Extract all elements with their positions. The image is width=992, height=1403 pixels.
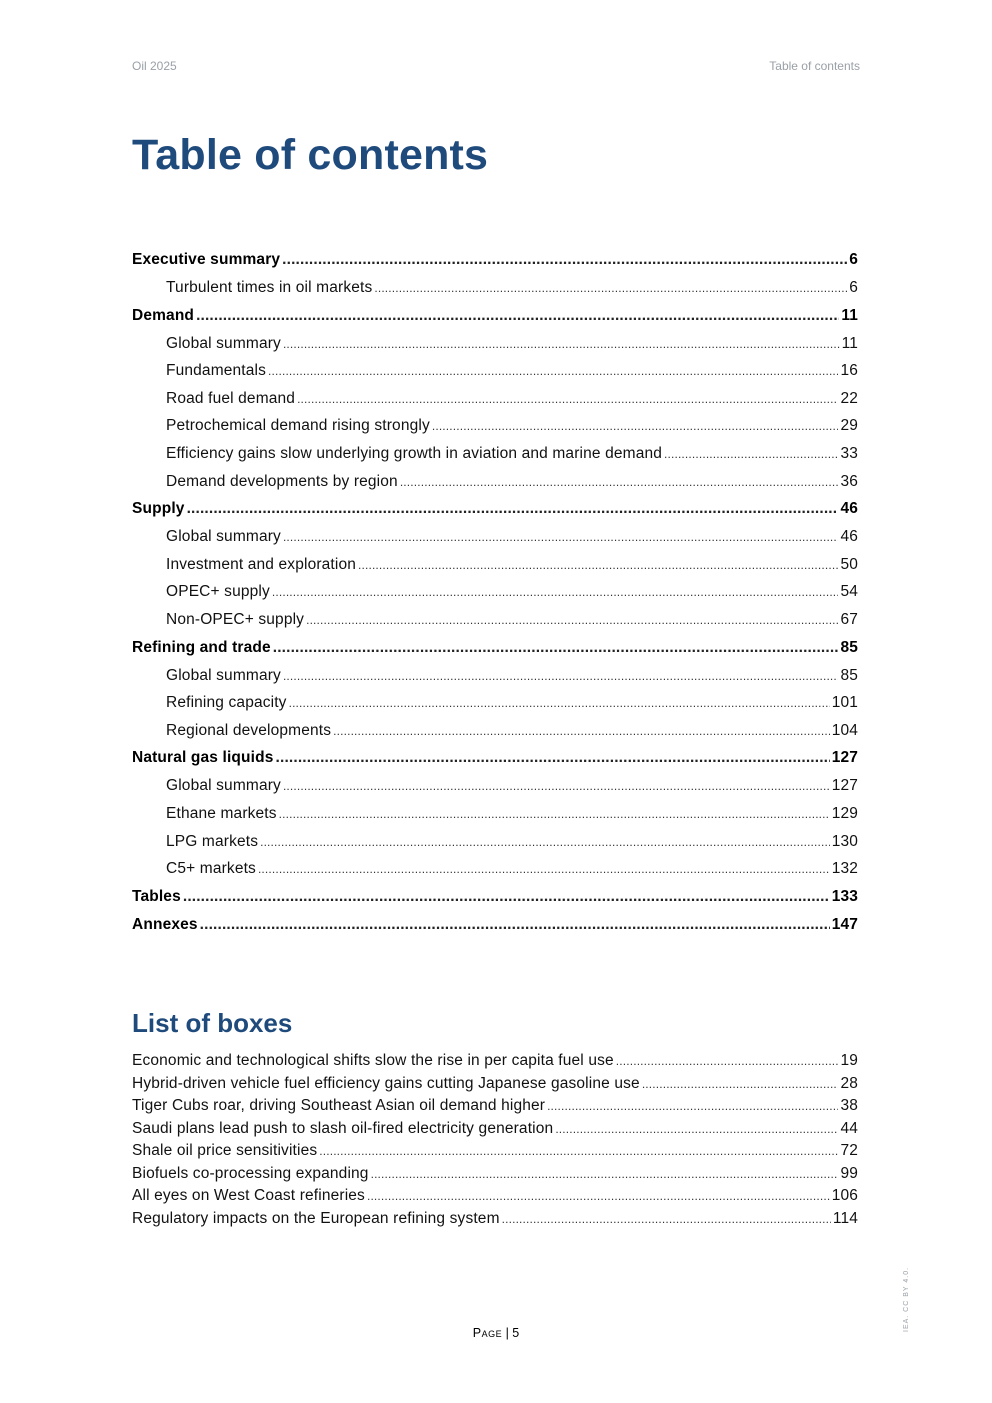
footer-page-number: 5 <box>512 1326 520 1340</box>
dot-leader <box>547 1096 838 1116</box>
header-report-title: Oil 2025 <box>132 59 177 73</box>
box-entry-label: Saudi plans lead push to slash oil-fired electricity generation <box>132 1119 554 1137</box>
dot-leader <box>289 693 830 713</box>
toc-entry[interactable] <box>132 389 858 417</box>
dot-leader <box>367 1186 830 1206</box>
toc-entry-label: LPG markets <box>166 832 259 850</box>
toc-entry[interactable] <box>132 804 858 832</box>
toc-entry[interactable] <box>132 666 858 694</box>
toc-entry[interactable] <box>132 915 858 943</box>
toc-entry-page-number: 11 <box>841 306 858 324</box>
box-entry[interactable] <box>132 1209 858 1232</box>
toc-entry[interactable] <box>132 416 858 444</box>
toc-entry[interactable] <box>132 527 858 555</box>
toc-entry-page-number: 54 <box>840 583 858 601</box>
box-entry[interactable] <box>132 1164 858 1187</box>
dot-leader <box>276 748 830 768</box>
dot-leader <box>283 334 840 354</box>
dot-leader <box>297 389 838 409</box>
box-entry-page-number: 114 <box>832 1209 858 1227</box>
box-entry-page-number: 19 <box>840 1052 858 1069</box>
dot-leader <box>283 527 839 547</box>
toc-entry[interactable] <box>132 832 858 860</box>
dot-leader <box>187 499 839 519</box>
dot-leader <box>642 1074 839 1094</box>
dot-leader <box>502 1209 831 1229</box>
toc-entry[interactable] <box>132 582 858 610</box>
box-entry-page-number: 106 <box>831 1187 858 1204</box>
toc-entry-page-number: 46 <box>840 528 858 546</box>
box-entry[interactable] <box>132 1051 858 1074</box>
toc-entry-label: Investment and exploration <box>166 555 357 573</box>
toc-entry-page-number: 127 <box>831 749 858 767</box>
box-entry-page-number: 99 <box>840 1164 858 1182</box>
dot-leader <box>371 1164 839 1184</box>
dot-leader <box>258 859 830 879</box>
toc-entry-label: Non-OPEC+ supply <box>166 610 305 628</box>
toc-entry-label: Refining and trade <box>132 638 271 656</box>
box-entry-label: Shale oil price sensitivities <box>132 1142 318 1159</box>
toc-entry-page-number: 11 <box>841 334 858 352</box>
toc-entry-page-number: 85 <box>840 666 858 684</box>
toc-entry-label: Road fuel demand <box>166 389 296 407</box>
dot-leader <box>374 278 847 298</box>
toc-entry-page-number: 129 <box>831 804 858 822</box>
toc-entry-label: Global summary <box>166 334 281 352</box>
toc-entry-label: Regional developments <box>166 721 332 739</box>
toc-entry-label: Global summary <box>166 777 281 795</box>
toc-entry-label: Demand developments by region <box>166 472 398 490</box>
dot-leader <box>400 472 839 492</box>
footer-separator: | <box>502 1326 513 1340</box>
dot-leader <box>273 638 839 658</box>
dot-leader <box>196 306 839 326</box>
toc-entry-label: Global summary <box>166 528 281 546</box>
box-entry[interactable] <box>132 1119 858 1142</box>
box-entry-label: Economic and technological shifts slow the rise in per capita fuel use <box>132 1052 614 1069</box>
toc-entry-page-number: 133 <box>831 887 858 905</box>
toc-entry-label: Refining capacity <box>166 694 287 712</box>
dot-leader <box>333 721 830 741</box>
toc-entry-page-number: 22 <box>840 389 858 407</box>
toc-entry-label: Tables <box>132 887 181 905</box>
toc-entry-page-number: 29 <box>840 417 858 435</box>
toc-entry-label: Demand <box>132 306 195 324</box>
toc-entry-page-number: 33 <box>840 444 858 462</box>
toc-entry-page-number: 132 <box>831 860 858 878</box>
toc-entry[interactable] <box>132 250 858 278</box>
dot-leader <box>616 1051 839 1071</box>
dot-leader <box>279 804 830 824</box>
toc-entry[interactable] <box>132 776 858 804</box>
box-entry-page-number: 28 <box>840 1074 858 1092</box>
toc-entry[interactable] <box>132 278 858 306</box>
toc-entry-label: Supply <box>132 500 185 518</box>
dot-leader <box>268 361 838 381</box>
toc-entry-label: Fundamentals <box>166 362 267 380</box>
toc-entry[interactable] <box>132 555 858 583</box>
toc-entry-page-number: 67 <box>840 610 858 628</box>
toc-entry-page-number: 50 <box>840 555 858 573</box>
box-entry-label: All eyes on West Coast refineries <box>132 1187 365 1204</box>
toc-entry-label: Ethane markets <box>166 804 277 822</box>
box-entry-label: Tiger Cubs roar, driving Southeast Asian oil demand higher <box>132 1097 546 1114</box>
dot-leader <box>555 1119 838 1139</box>
toc-entry-page-number: 147 <box>831 915 858 933</box>
dot-leader <box>200 915 830 935</box>
toc-entry-label: Natural gas liquids <box>132 749 274 767</box>
page-footer <box>0 1326 992 1340</box>
box-entry[interactable] <box>132 1141 858 1164</box>
toc-entry-page-number: 130 <box>831 832 858 850</box>
dot-leader <box>432 416 839 436</box>
dot-leader <box>283 776 830 796</box>
list-of-boxes-title: List of boxes <box>132 1008 293 1038</box>
toc-entry[interactable] <box>132 334 858 362</box>
toc-entry-page-number: 16 <box>840 362 858 380</box>
toc-entry[interactable] <box>132 859 858 887</box>
dot-leader <box>664 444 838 464</box>
toc-entry-label: OPEC+ supply <box>166 583 270 601</box>
toc-entry-page-number: 6 <box>849 251 858 268</box>
toc-entry[interactable] <box>132 610 858 638</box>
header-section-title: Table of contents <box>769 59 860 73</box>
dot-leader <box>260 832 830 852</box>
toc-entry-page-number: 127 <box>831 777 858 795</box>
toc-entry-page-number: 85 <box>840 638 858 656</box>
toc-entry[interactable] <box>132 306 858 334</box>
toc-entry[interactable] <box>132 693 858 721</box>
page-title: Table of contents <box>132 131 489 179</box>
dot-leader <box>283 666 839 686</box>
toc-entry-label: Petrochemical demand rising strongly <box>166 417 430 435</box>
table-of-contents <box>132 250 858 943</box>
box-entry-label: Regulatory impacts on the European refining system <box>132 1209 500 1227</box>
footer-page-word: Page <box>472 1326 503 1340</box>
box-entry-page-number: 38 <box>840 1097 858 1114</box>
toc-entry[interactable] <box>132 472 858 500</box>
box-entry-label: Biofuels co-processing expanding <box>132 1164 369 1182</box>
box-entry[interactable] <box>132 1186 858 1209</box>
toc-entry[interactable] <box>132 748 858 776</box>
toc-entry[interactable] <box>132 444 858 472</box>
box-entry-page-number: 44 <box>840 1119 858 1137</box>
box-entry[interactable] <box>132 1096 858 1119</box>
toc-entry-label: C5+ markets <box>166 860 256 878</box>
license-notice: IEA. CC BY 4.0. <box>903 1266 910 1332</box>
box-entry-page-number: 72 <box>840 1142 858 1159</box>
dot-leader <box>319 1141 838 1161</box>
toc-entry-page-number: 104 <box>831 721 858 739</box>
toc-entry[interactable] <box>132 721 858 749</box>
dot-leader <box>183 887 830 907</box>
toc-entry-label: Efficiency gains slow underlying growth in aviation and marine demand <box>166 444 663 462</box>
box-entry[interactable] <box>132 1074 858 1097</box>
list-of-boxes <box>132 1051 858 1231</box>
toc-entry-label: Turbulent times in oil markets <box>166 279 373 296</box>
toc-entry[interactable] <box>132 361 858 389</box>
toc-entry[interactable] <box>132 638 858 666</box>
toc-entry[interactable] <box>132 499 858 527</box>
toc-entry-page-number: 101 <box>831 694 858 712</box>
dot-leader <box>282 250 847 270</box>
toc-entry[interactable] <box>132 887 858 915</box>
toc-entry-label: Annexes <box>132 915 198 933</box>
dot-leader <box>358 555 838 575</box>
toc-entry-label: Global summary <box>166 666 281 684</box>
toc-entry-page-number: 46 <box>840 500 858 518</box>
box-entry-label: Hybrid-driven vehicle fuel efficiency gains cutting Japanese gasoline use <box>132 1074 640 1092</box>
dot-leader <box>272 582 839 602</box>
toc-entry-page-number: 6 <box>849 279 858 296</box>
toc-entry-page-number: 36 <box>840 472 858 490</box>
toc-entry-label: Executive summary <box>132 251 281 268</box>
dot-leader <box>306 610 838 630</box>
